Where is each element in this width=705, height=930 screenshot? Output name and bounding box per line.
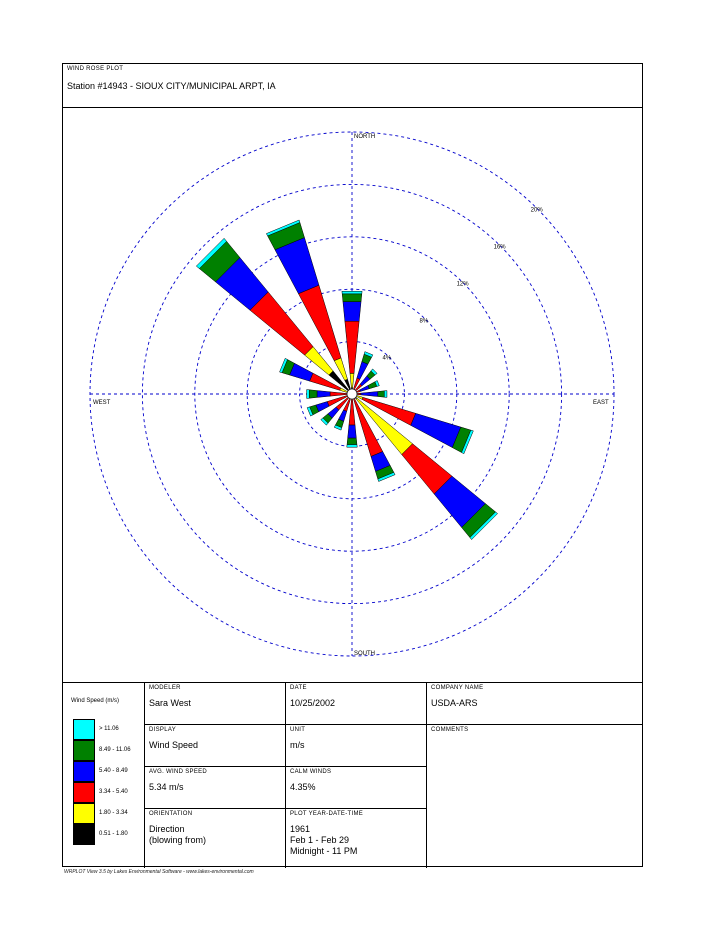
orientation-line2: (blowing from) xyxy=(149,835,207,845)
legend-swatch xyxy=(73,740,95,761)
comments-cell xyxy=(427,725,642,868)
display-value: Wind Speed xyxy=(149,740,199,750)
legend-entry xyxy=(73,803,143,824)
speed-legend xyxy=(63,683,145,868)
petal-E-class0 xyxy=(384,391,387,398)
calm-winds-value: 4.35% xyxy=(290,782,316,792)
petal-W-class0 xyxy=(307,390,310,399)
avg-speed-cell xyxy=(145,767,286,809)
calm-winds-cell xyxy=(286,767,427,809)
petal-E-class1 xyxy=(378,391,385,397)
avg-speed-value: 5.34 m/s xyxy=(149,782,184,792)
plot-header xyxy=(63,64,642,108)
petal-N-class2 xyxy=(343,302,361,322)
legend-title: Wind Speed (m/s) xyxy=(71,698,120,704)
petal-N-class4 xyxy=(350,373,354,387)
legend-label: 1.80 - 3.34 xyxy=(99,810,128,816)
display-cell xyxy=(145,725,286,767)
display-label: DISPLAY xyxy=(149,727,176,733)
petal-S-class3 xyxy=(349,399,355,425)
west-label: WEST xyxy=(93,400,111,406)
petal-S-class1 xyxy=(347,438,357,445)
petal-S-class2 xyxy=(348,425,357,438)
period-value xyxy=(290,824,357,857)
unit-label: UNIT xyxy=(290,727,306,733)
north-label: NORTH xyxy=(354,134,376,140)
wind-rose-area xyxy=(63,107,642,682)
petal-ESE-class2 xyxy=(411,413,461,447)
modeler-value: Sara West xyxy=(149,698,191,708)
petal-W-class3 xyxy=(330,392,347,396)
report-frame xyxy=(62,63,643,867)
date-cell xyxy=(286,683,427,725)
period-label: PLOT YEAR-DATE-TIME xyxy=(290,811,364,817)
ring-label: 20% xyxy=(530,207,543,214)
petal-N-class0 xyxy=(342,291,362,294)
company-label: COMPANY NAME xyxy=(431,685,484,691)
south-label: SOUTH xyxy=(354,651,375,657)
period-hours: Midnight - 11 PM xyxy=(290,846,358,856)
orientation-value xyxy=(149,824,206,846)
petal-N-class3 xyxy=(345,321,359,373)
orientation-cell xyxy=(145,809,286,868)
comments-label: COMMENTS xyxy=(431,727,469,733)
period-dates: Feb 1 - Feb 29 xyxy=(290,835,350,845)
legend-swatch xyxy=(73,719,95,740)
legend-label: 5.40 - 8.49 xyxy=(99,768,128,774)
petal-W-class1 xyxy=(309,390,317,398)
petal-N-class1 xyxy=(342,294,362,302)
date-label: DATE xyxy=(290,685,307,691)
unit-cell xyxy=(286,725,427,767)
modeler-label: MODELER xyxy=(149,685,181,691)
ring-label: 12% xyxy=(456,281,469,288)
legend-label: 8.49 - 11.06 xyxy=(99,747,131,753)
petal-S-class0 xyxy=(347,445,357,448)
wind-rose-chart xyxy=(63,107,642,682)
modeler-cell xyxy=(145,683,286,725)
petal-E-class3 xyxy=(357,393,361,395)
calm-circle xyxy=(347,389,357,399)
ring-label: 4% xyxy=(382,355,392,362)
unit-value: m/s xyxy=(290,740,305,750)
legend-swatch xyxy=(73,803,95,824)
east-label: EAST xyxy=(593,400,609,406)
period-year: 1961 xyxy=(290,824,311,834)
petal-E-class2 xyxy=(361,391,378,396)
header-caption: WIND ROSE PLOT xyxy=(67,66,124,72)
legend-label: > 11.06 xyxy=(99,726,119,732)
station-title: Station #14943 - SIOUX CITY/MUNICIPAL ARPT, IA xyxy=(67,81,276,91)
company-cell xyxy=(427,683,642,725)
info-panel xyxy=(63,682,642,868)
date-value: 10/25/2002 xyxy=(290,698,336,708)
orientation-label: ORIENTATION xyxy=(149,811,193,817)
company-value: USDA-ARS xyxy=(431,698,478,708)
legend-entry xyxy=(73,719,143,740)
avg-speed-label: AVG. WIND SPEED xyxy=(149,769,208,775)
legend-swatch xyxy=(73,761,95,782)
legend-label: 0.51 - 1.80 xyxy=(99,831,128,837)
period-cell xyxy=(286,809,427,868)
legend-entry xyxy=(73,761,143,782)
ring-label: 16% xyxy=(493,244,506,251)
legend-label: 3.34 - 5.40 xyxy=(99,789,128,795)
legend-entry xyxy=(73,740,143,761)
calm-winds-label: CALM WINDS xyxy=(290,769,332,775)
orientation-line1: Direction xyxy=(149,824,185,834)
legend-swatch xyxy=(73,824,95,845)
legend-entry xyxy=(73,782,143,803)
software-footer: WRPLOT View 3.5 by Lakes Environmental Software - www.lakes-environmental.com xyxy=(64,869,254,875)
legend-entry xyxy=(73,824,143,845)
legend-swatch xyxy=(73,782,95,803)
ring-label: 8% xyxy=(419,318,429,325)
petal-W-class2 xyxy=(317,391,330,398)
